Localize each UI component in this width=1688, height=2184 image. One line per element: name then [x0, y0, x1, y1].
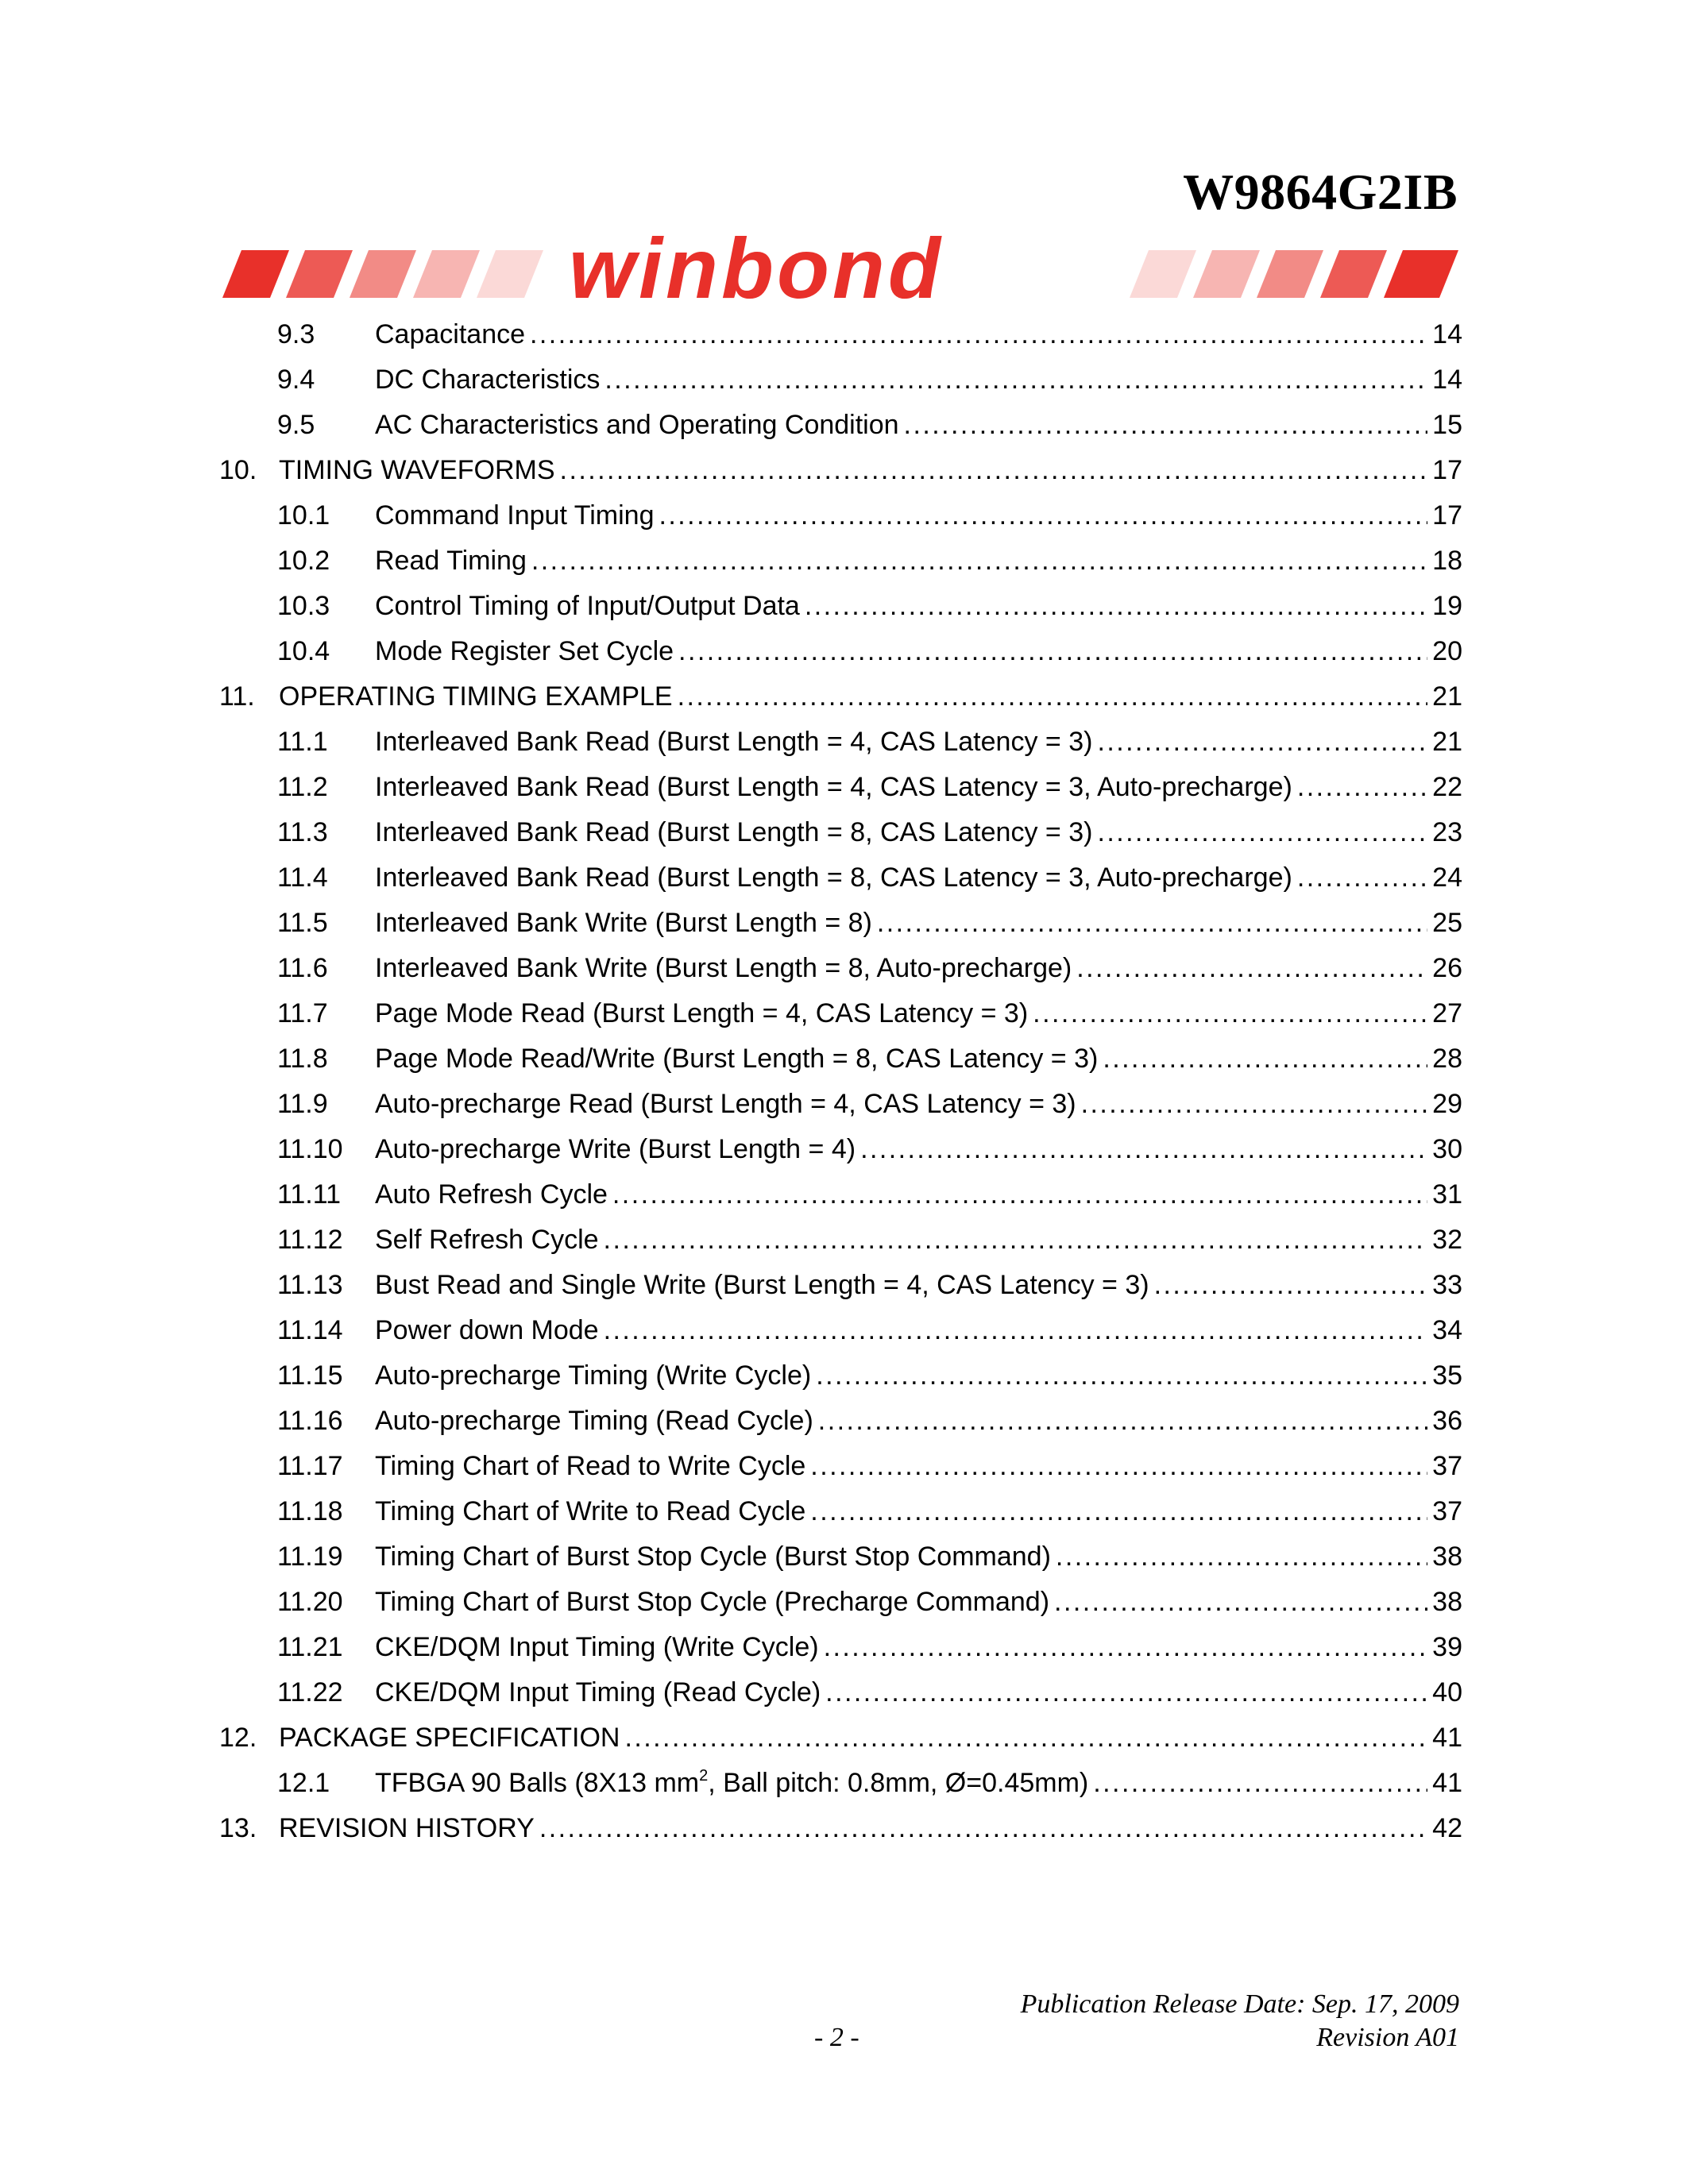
toc-leader-dots: [1103, 1044, 1427, 1075]
toc-entry-page: 32: [1432, 1225, 1462, 1255]
toc-entry-page: 38: [1432, 1587, 1462, 1617]
toc-entry-number: 13.: [219, 1813, 257, 1843]
toc-leader-dots: [560, 455, 1428, 486]
toc-entry-number: 11.16: [277, 1406, 343, 1436]
toc-entry[interactable]: [219, 591, 1462, 636]
toc-entry-title-superscript: 2: [699, 1767, 709, 1785]
toc-leader-dots: [805, 591, 1427, 622]
toc-entry[interactable]: [219, 727, 1462, 772]
toc-entry-title: Read Timing: [375, 546, 527, 576]
toc-entry-number: 11.13: [277, 1270, 343, 1300]
toc-entry[interactable]: [219, 365, 1462, 410]
toc-entry-title: Timing Chart of Read to Write Cycle: [375, 1451, 806, 1481]
toc-entry-page: 30: [1432, 1134, 1462, 1164]
toc-entry-title: Auto-precharge Timing (Write Cycle): [375, 1360, 812, 1391]
toc-entry-title: Self Refresh Cycle: [375, 1225, 599, 1255]
logo-wordmark: winbond: [569, 225, 944, 312]
toc-entry-title-part: , Ball pitch: 0.8mm, Ø=0.45mm): [708, 1768, 1089, 1798]
toc-entry-page: 24: [1432, 862, 1462, 893]
toc-entry-title: [375, 1768, 1093, 1799]
toc-entry-number: 9.4: [277, 365, 315, 395]
toc-entry-title: Interleaved Bank Read (Burst Length = 8, CAS Latency = 3, Auto-precharge): [375, 862, 1292, 893]
toc-entry-number: 10.: [219, 455, 257, 485]
toc-entry-title: REVISION HISTORY: [279, 1813, 535, 1843]
toc-entry-title: AC Characteristics and Operating Condition: [375, 410, 899, 440]
toc-entry-page: 20: [1432, 636, 1462, 666]
toc-entry[interactable]: [219, 1225, 1462, 1270]
toc-entry-page: 34: [1432, 1315, 1462, 1345]
toc-entry-page: 19: [1432, 591, 1462, 621]
toc-entry-page: 29: [1432, 1089, 1462, 1119]
toc-entry[interactable]: [219, 862, 1462, 908]
toc-entry-page: 41: [1432, 1768, 1462, 1798]
toc-entry-title: Timing Chart of Burst Stop Cycle (Burst Stop Command): [375, 1542, 1051, 1572]
toc-entry-page: 37: [1432, 1496, 1462, 1526]
toc-entry-number: 11.3: [277, 817, 328, 847]
toc-entry-page: 25: [1432, 908, 1462, 938]
toc-leader-dots: [825, 1677, 1427, 1708]
toc-leader-dots: [531, 546, 1427, 577]
toc-leader-dots: [678, 636, 1427, 667]
toc-entry-number: 11.22: [277, 1677, 343, 1707]
toc-leader-dots: [1076, 953, 1427, 984]
toc-entry-title: Timing Chart of Burst Stop Cycle (Precharge Command): [375, 1587, 1050, 1617]
toc-entry-page: 14: [1432, 319, 1462, 349]
toc-entry-page: 18: [1432, 546, 1462, 576]
toc-entry-number: 12.1: [277, 1768, 330, 1798]
toc-entry[interactable]: [219, 636, 1462, 681]
toc-entry-title: Mode Register Set Cycle: [375, 636, 674, 666]
toc-entry[interactable]: [219, 1723, 1462, 1768]
toc-leader-dots: [877, 908, 1427, 939]
toc-leader-dots: [860, 1134, 1427, 1165]
toc-entry[interactable]: [219, 1044, 1462, 1089]
toc-entry[interactable]: [219, 319, 1462, 365]
toc-entry-page: 31: [1432, 1179, 1462, 1210]
toc-entry-title: Command Input Timing: [375, 500, 655, 531]
toc-entry-title: TIMING WAVEFORMS: [279, 455, 555, 485]
toc-entry[interactable]: [219, 500, 1462, 546]
toc-entry-number: 9.5: [277, 410, 315, 440]
toc-entry-page: 17: [1432, 500, 1462, 531]
toc-entry-number: 11.14: [277, 1315, 343, 1345]
toc-entry-title: Page Mode Read/Write (Burst Length = 8, CAS Latency = 3): [375, 1044, 1099, 1074]
toc-entry-page: 23: [1432, 817, 1462, 847]
toc-leader-dots: [530, 319, 1427, 350]
toc-entry-number: 11.7: [277, 998, 328, 1028]
toc-entry-title: Interleaved Bank Read (Burst Length = 8, CAS Latency = 3): [375, 817, 1093, 847]
logo-left-stripes: [222, 250, 543, 298]
toc-entry[interactable]: [219, 1632, 1462, 1677]
toc-entry-title: Interleaved Bank Read (Burst Length = 4, CAS Latency = 3, Auto-precharge): [375, 772, 1292, 802]
page-number: - 2 -: [814, 2023, 859, 2052]
toc-entry-number: 11.: [219, 681, 255, 712]
toc-entry-title: Power down Mode: [375, 1315, 599, 1345]
toc-leader-dots: [1297, 772, 1427, 803]
toc-entry[interactable]: [219, 1406, 1462, 1451]
toc-leader-dots: [624, 1723, 1427, 1754]
toc-leader-dots: [678, 681, 1428, 712]
toc-entry-number: 11.9: [277, 1089, 328, 1119]
toc-entry[interactable]: [219, 1134, 1462, 1179]
toc-entry-page: 35: [1432, 1360, 1462, 1391]
toc-entry-page: 26: [1432, 953, 1462, 983]
toc-leader-dots: [1033, 998, 1427, 1029]
toc-entry[interactable]: [219, 1089, 1462, 1134]
toc-entry[interactable]: [219, 1768, 1462, 1813]
toc-entry-page: 22: [1432, 772, 1462, 802]
toc-entry[interactable]: [219, 1360, 1462, 1406]
toc-entry-number: 11.5: [277, 908, 328, 938]
toc-entry[interactable]: [219, 953, 1462, 998]
winbond-logo: [219, 225, 1462, 312]
toc-entry-number: 11.4: [277, 862, 328, 893]
toc-entry[interactable]: [219, 1542, 1462, 1587]
toc-entry-page: 39: [1432, 1632, 1462, 1662]
toc-entry[interactable]: [219, 546, 1462, 591]
toc-entry-title: Interleaved Bank Write (Burst Length = 8): [375, 908, 872, 938]
toc-entry-title: Interleaved Bank Write (Burst Length = 8, Auto-precharge): [375, 953, 1072, 983]
toc-leader-dots: [1097, 817, 1427, 848]
toc-leader-dots: [1154, 1270, 1428, 1301]
toc-leader-dots: [604, 1225, 1428, 1256]
toc-entry-number: 9.3: [277, 319, 315, 349]
toc-entry[interactable]: [219, 681, 1462, 727]
toc-entry-number: 11.20: [277, 1587, 343, 1617]
publication-release-date: Publication Release Date: Sep. 17, 2009: [1020, 1989, 1459, 2019]
toc-entry[interactable]: [219, 1813, 1462, 1858]
toc-entry-page: 36: [1432, 1406, 1462, 1436]
toc-entry-title: Interleaved Bank Read (Burst Length = 4, CAS Latency = 3): [375, 727, 1093, 757]
toc-entry-number: 11.2: [277, 772, 328, 802]
toc-entry-page: 15: [1432, 410, 1462, 440]
toc-entry-number: 10.1: [277, 500, 330, 531]
toc-entry-title: Page Mode Read (Burst Length = 4, CAS Latency = 3): [375, 998, 1029, 1028]
toc-entry[interactable]: [219, 908, 1462, 953]
toc-entry-number: 11.17: [277, 1451, 343, 1481]
toc-entry-page: 21: [1432, 727, 1462, 757]
logo-right-stripes: [1130, 250, 1458, 298]
toc-entry[interactable]: [219, 1270, 1462, 1315]
toc-entry-title: Auto-precharge Read (Burst Length = 4, CAS Latency = 3): [375, 1089, 1076, 1119]
toc-entry-number: 11.8: [277, 1044, 328, 1074]
toc-entry-title-part: TFBGA 90 Balls (8X13 mm: [375, 1768, 700, 1798]
toc-entry[interactable]: [219, 455, 1462, 500]
toc-entry[interactable]: [219, 998, 1462, 1044]
toc-leader-dots: [612, 1179, 1427, 1210]
toc-entry-page: 42: [1432, 1813, 1462, 1843]
toc-leader-dots: [1097, 727, 1427, 758]
toc-entry-page: 37: [1432, 1451, 1462, 1481]
toc-entry-title: Bust Read and Single Write (Burst Length = 4, CAS Latency = 3): [375, 1270, 1149, 1300]
toc-entry-title: Control Timing of Input/Output Data: [375, 591, 800, 621]
toc-entry-number: 11.12: [277, 1225, 343, 1255]
table-of-contents: [219, 319, 1462, 1858]
toc-entry-number: 11.21: [277, 1632, 343, 1662]
toc-entry-number: 10.4: [277, 636, 330, 666]
toc-entry[interactable]: [219, 772, 1462, 817]
toc-entry-number: 11.6: [277, 953, 328, 983]
toc-entry[interactable]: [219, 1179, 1462, 1225]
toc-entry-page: 17: [1432, 455, 1462, 485]
toc-entry-number: 12.: [219, 1723, 257, 1753]
toc-leader-dots: [1093, 1768, 1427, 1799]
toc-entry-title: CKE/DQM Input Timing (Read Cycle): [375, 1677, 821, 1707]
toc-entry-number: 11.15: [277, 1360, 343, 1391]
toc-entry[interactable]: [219, 1315, 1462, 1360]
toc-leader-dots: [810, 1451, 1427, 1482]
toc-entry[interactable]: [219, 817, 1462, 862]
toc-entry[interactable]: [219, 410, 1462, 455]
toc-leader-dots: [604, 1315, 1428, 1346]
toc-entry-title: DC Characteristics: [375, 365, 601, 395]
toc-entry-page: 28: [1432, 1044, 1462, 1074]
toc-entry-title: OPERATING TIMING EXAMPLE: [279, 681, 673, 712]
toc-entry-number: 10.2: [277, 546, 330, 576]
toc-leader-dots: [904, 410, 1428, 441]
toc-entry-page: 27: [1432, 998, 1462, 1028]
toc-entry-page: 38: [1432, 1542, 1462, 1572]
toc-entry-number: 11.11: [277, 1179, 342, 1210]
toc-entry-number: 11.10: [277, 1134, 343, 1164]
toc-entry-page: 21: [1432, 681, 1462, 712]
toc-leader-dots: [539, 1813, 1427, 1844]
toc-leader-dots: [824, 1632, 1428, 1663]
toc-leader-dots: [818, 1406, 1427, 1437]
revision-label: Revision A01: [1316, 2023, 1459, 2052]
toc-leader-dots: [605, 365, 1427, 396]
part-number: W9864G2IB: [1183, 164, 1458, 220]
toc-leader-dots: [810, 1496, 1427, 1527]
toc-leader-dots: [1054, 1587, 1427, 1618]
toc-entry-number: 10.3: [277, 591, 330, 621]
toc-entry-page: 41: [1432, 1723, 1462, 1753]
toc-entry[interactable]: [219, 1496, 1462, 1542]
toc-entry-title: Auto-precharge Write (Burst Length = 4): [375, 1134, 856, 1164]
toc-entry-number: 11.18: [277, 1496, 343, 1526]
toc-entry-title: Auto-precharge Timing (Read Cycle): [375, 1406, 813, 1436]
toc-entry-page: 33: [1432, 1270, 1462, 1300]
toc-leader-dots: [1056, 1542, 1427, 1572]
toc-entry-number: 11.1: [277, 727, 328, 757]
toc-entry[interactable]: [219, 1677, 1462, 1723]
toc-leader-dots: [1297, 862, 1427, 893]
toc-entry-title: Capacitance: [375, 319, 526, 349]
toc-entry-title: Timing Chart of Write to Read Cycle: [375, 1496, 806, 1526]
toc-leader-dots: [816, 1360, 1427, 1391]
toc-entry-title: Auto Refresh Cycle: [375, 1179, 608, 1210]
toc-entry[interactable]: [219, 1451, 1462, 1496]
toc-entry-page: 40: [1432, 1677, 1462, 1707]
toc-entry-title: PACKAGE SPECIFICATION: [279, 1723, 620, 1753]
toc-entry-page: 14: [1432, 365, 1462, 395]
toc-entry-number: 11.19: [277, 1542, 343, 1572]
toc-leader-dots: [659, 500, 1428, 531]
toc-leader-dots: [1081, 1089, 1428, 1120]
toc-entry-title: CKE/DQM Input Timing (Write Cycle): [375, 1632, 819, 1662]
toc-entry[interactable]: [219, 1587, 1462, 1632]
